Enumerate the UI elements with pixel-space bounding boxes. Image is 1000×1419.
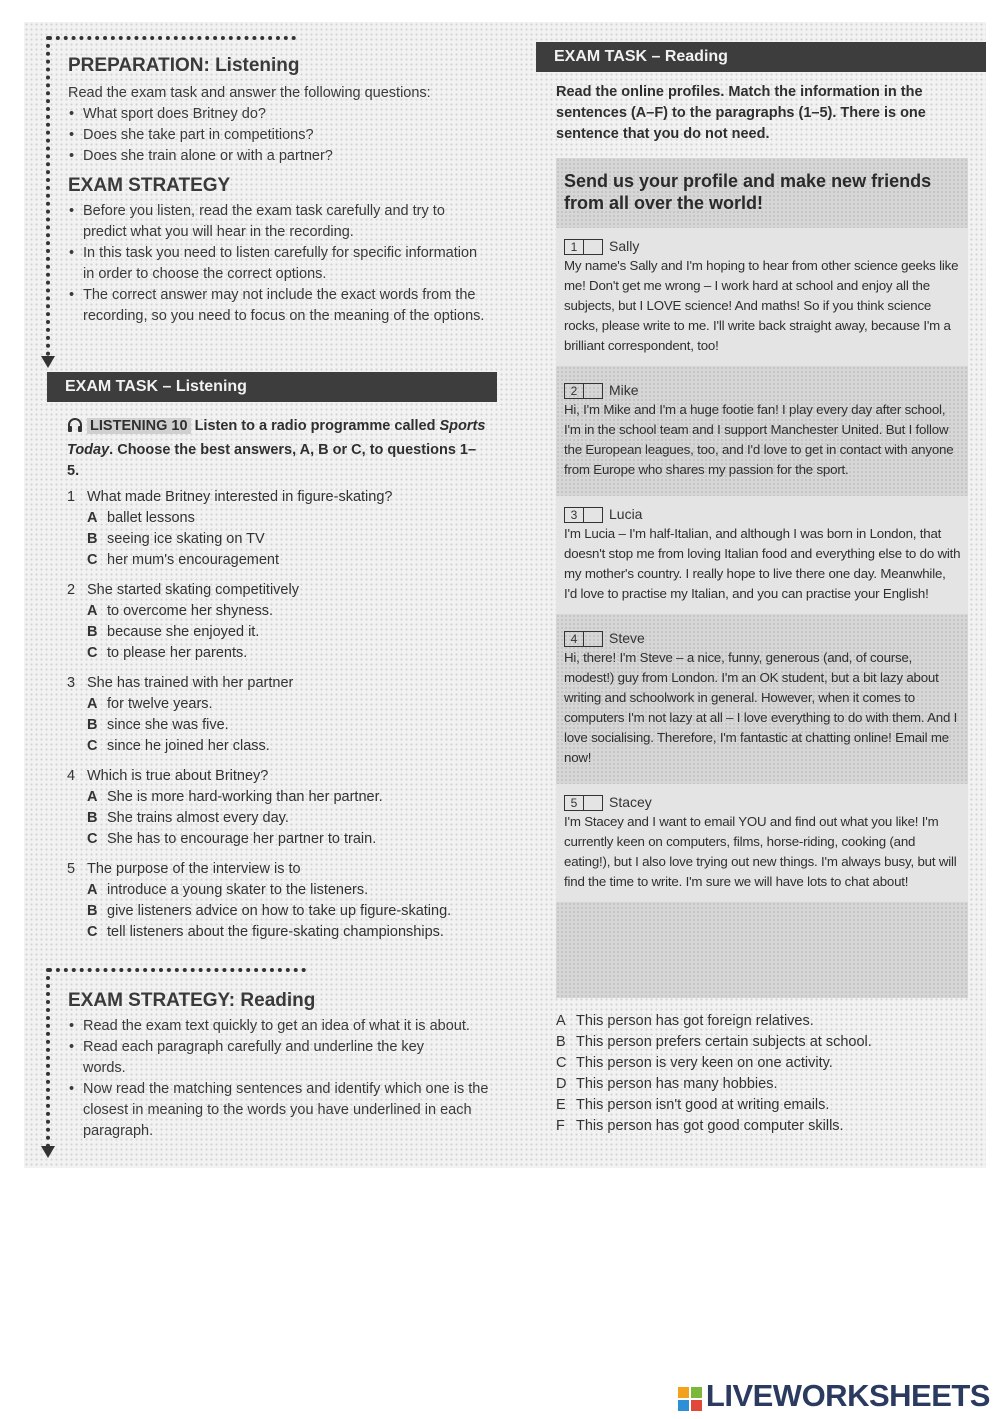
profiles-panel — [556, 158, 968, 998]
profile-name: Sally — [609, 238, 640, 254]
option-text: She is more hard-working than her partner. — [107, 789, 383, 805]
option-letter: C — [87, 552, 98, 568]
profiles-list — [556, 228, 968, 902]
liveworksheets-logo-icon — [678, 1383, 702, 1407]
list-item: • Read the exam text quickly to get an idea of what it is about. — [68, 1016, 503, 1037]
listening-task — [47, 372, 497, 952]
profile-text: I'm Stacey and I want to email YOU and find out what you like! I'm currently keen on computers, films, horse-riding, cooking (and eating!), but I also love trying out new things. I'm always busy, but will find the time to write. I'm sure we will have lots to chat about! — [564, 814, 957, 889]
option-letter: B — [87, 810, 98, 826]
option-text: She trains almost every day. — [107, 810, 289, 826]
logo-text: LIVEWORKSHEETS — [705, 1378, 990, 1413]
paragraph-number: 5 — [564, 795, 584, 811]
profile-header — [564, 236, 962, 256]
sentence-letter: B — [556, 1034, 566, 1050]
option-text: because she enjoyed it. — [107, 624, 260, 640]
answer-option[interactable] — [67, 694, 487, 715]
answer-box[interactable] — [584, 631, 603, 647]
worksheet-page — [24, 22, 986, 1168]
answer-box[interactable] — [584, 507, 603, 523]
option-letter: A — [87, 696, 98, 712]
list-item: • The correct answer may not include the exact words from the recording, so you need to focus on the meaning of the options. — [68, 285, 488, 327]
answer-option[interactable] — [67, 601, 487, 622]
sentence-text: This person has many hobbies. — [576, 1076, 778, 1092]
preparation-questions — [68, 104, 498, 167]
strategy-listening-title: EXAM STRATEGY — [68, 175, 231, 196]
profile-name: Lucia — [609, 506, 643, 522]
preparation-section — [68, 55, 498, 327]
headphones-icon — [67, 417, 83, 440]
question-text: What made Britney interested in figure-skating? — [87, 489, 393, 505]
answer-option[interactable] — [67, 643, 487, 664]
profile-card — [556, 372, 968, 490]
reading-task-bar: EXAM TASK – Reading — [536, 42, 986, 72]
sentence-letter: C — [556, 1055, 567, 1071]
question-stem — [67, 766, 487, 787]
matching-sentence — [556, 1074, 976, 1095]
option-letter: C — [87, 645, 98, 661]
dotted-divider — [46, 36, 50, 356]
profile-name: Stacey — [609, 794, 652, 810]
profiles-panel-title: Send us your profile and make new friends from all over the world! — [564, 171, 932, 213]
profile-text: I'm Lucia – I'm half-Italian, and although I was born in London, that doesn't stop me from loving Italian food and everything else to do with my mother's country. I really hope to live there one day. Meanwhile, I'd love to practise my Italian, and you can practise your English! — [564, 526, 961, 601]
option-text: tell listeners about the figure-skating championships. — [107, 924, 444, 940]
sentence-text: This person has got foreign relatives. — [576, 1013, 814, 1029]
paragraph-number: 4 — [564, 631, 584, 647]
answer-box[interactable] — [584, 383, 603, 399]
profile-header — [564, 792, 962, 812]
instr-text: . Choose the best answers, A, B or C, to questions 1–5. — [67, 442, 477, 479]
matching-sentence — [556, 1095, 976, 1116]
option-letter: B — [87, 717, 98, 733]
question-number: 1 — [67, 489, 76, 505]
matching-sentences — [556, 1011, 976, 1137]
question-number: 5 — [67, 861, 76, 877]
option-text: ballet lessons — [107, 510, 195, 526]
option-text: introduce a young skater to the listeners. — [107, 882, 369, 898]
sentence-letter: E — [556, 1097, 566, 1113]
profile-name: Mike — [609, 382, 639, 398]
profile-card — [556, 496, 968, 614]
answer-option[interactable] — [67, 736, 487, 757]
answer-option[interactable] — [67, 715, 487, 736]
question-block — [67, 580, 487, 664]
paragraph-number: 1 — [564, 239, 584, 255]
question-stem — [67, 859, 487, 880]
question-block — [67, 487, 487, 571]
question-stem — [67, 580, 487, 601]
question-number: 3 — [67, 675, 76, 691]
matching-sentence — [556, 1053, 976, 1074]
answer-option[interactable] — [67, 787, 487, 808]
question-number: 2 — [67, 582, 76, 598]
sentence-text: This person is very keen on one activity. — [576, 1055, 833, 1071]
option-text: for twelve years. — [107, 696, 213, 712]
option-letter: B — [87, 531, 98, 547]
option-letter: B — [87, 624, 98, 640]
profile-header — [564, 628, 962, 648]
liveworksheets-logo — [678, 1378, 990, 1414]
sentence-text: This person isn't good at writing emails. — [576, 1097, 830, 1113]
option-letter: A — [87, 603, 98, 619]
answer-box[interactable] — [584, 795, 603, 811]
answer-option[interactable] — [67, 622, 487, 643]
down-arrow-icon — [41, 356, 55, 368]
option-letter: C — [87, 924, 98, 940]
profile-text: My name's Sally and I'm hoping to hear from other science geeks like me! Don't get me wrong – I work hard at school and enjoy all the subjects, but I LOVE science! And maths! So if you think science rocks, please write to me. I'll write back straight away, because I'm a brilliant correspondent, too! — [564, 258, 959, 353]
dotted-divider — [48, 36, 296, 40]
option-letter: B — [87, 903, 98, 919]
option-text: since she was five. — [107, 717, 229, 733]
reading-instructions: Read the online profiles. Match the information in the sentences (A–F) to the paragraphs (1–5). There is one sentence that you do not need. — [556, 84, 926, 142]
profile-card — [556, 620, 968, 778]
option-text: her mum's encouragement — [107, 552, 280, 568]
option-letter: A — [87, 882, 98, 898]
listening-instructions — [67, 416, 487, 482]
dotted-divider — [48, 968, 306, 972]
profile-header — [564, 380, 962, 400]
list-item: • Read each paragraph carefully and underline the key words. — [68, 1037, 433, 1079]
sentence-letter: D — [556, 1076, 567, 1092]
dotted-divider — [46, 968, 50, 1148]
sentence-text: This person has got good computer skills. — [576, 1118, 844, 1134]
question-text: She started skating competitively — [87, 582, 299, 598]
down-arrow-icon — [41, 1146, 55, 1158]
question-text: Which is true about Britney? — [87, 768, 269, 784]
option-text: to overcome her shyness. — [107, 603, 274, 619]
matching-sentence — [556, 1032, 976, 1053]
listening-badge: LISTENING 10 — [87, 418, 191, 434]
list-item: • Now read the matching sentences and identify which one is the closest in meaning to the words you have underlined in each paragraph. — [68, 1079, 503, 1142]
sentence-letter: F — [556, 1118, 565, 1134]
answer-option[interactable] — [67, 829, 487, 850]
matching-sentence — [556, 1116, 976, 1137]
question-block — [67, 859, 487, 943]
option-letter: C — [87, 831, 98, 847]
question-text: She has trained with her partner — [87, 675, 294, 691]
profile-card — [556, 784, 968, 902]
listening-task-bar: EXAM TASK – Listening — [47, 372, 497, 402]
answer-option[interactable] — [67, 880, 487, 901]
list-item: • What sport does Britney do? — [68, 104, 498, 125]
option-text: to please her parents. — [107, 645, 248, 661]
option-letter: C — [87, 738, 98, 754]
list-item: • Does she train alone or with a partner? — [68, 146, 498, 167]
sentence-text: This person prefers certain subjects at school. — [576, 1034, 872, 1050]
profile-name: Steve — [609, 630, 645, 646]
paragraph-number: 3 — [564, 507, 584, 523]
question-block — [67, 766, 487, 850]
list-item: • In this task you need to listen carefully for specific information in order to choose the correct options. — [68, 243, 488, 285]
preparation-title: PREPARATION: Listening — [68, 55, 300, 76]
question-block — [67, 673, 487, 757]
answer-option[interactable] — [67, 901, 487, 922]
profile-header — [564, 504, 962, 524]
question-stem — [67, 673, 487, 694]
reading-task — [536, 42, 986, 145]
option-text: since he joined her class. — [107, 738, 270, 754]
instr-text: Listen to a radio programme called — [194, 418, 436, 434]
profile-text: Hi, there! I'm Steve – a nice, funny, generous (and, of course, modest!) guy from London. I'm an OK student, but a bit lazy about writing and schoolwork in general. However, when it comes to computers I'm not lazy at all – I love everything to do with them. And I love socialising. Therefore, I'm fantastic at chatting online! Email me now! — [564, 650, 958, 765]
question-number: 4 — [67, 768, 76, 784]
list-item: • Does she take part in competitions? — [68, 125, 498, 146]
preparation-intro: Read the exam task and answer the following questions: — [68, 85, 431, 101]
answer-box[interactable] — [584, 239, 603, 255]
answer-option[interactable] — [67, 529, 487, 550]
profile-card — [556, 228, 968, 366]
option-text: give listeners advice on how to take up figure-skating. — [107, 903, 452, 919]
paragraph-number: 2 — [564, 383, 584, 399]
sentence-letter: A — [556, 1013, 566, 1029]
option-letter: A — [87, 789, 98, 805]
option-text: She has to encourage her partner to train. — [107, 831, 377, 847]
question-stem — [67, 487, 487, 508]
option-text: seeing ice skating on TV — [107, 531, 265, 547]
list-item: • Before you listen, read the exam task carefully and try to predict what you will hear in the recording. — [68, 201, 488, 243]
profile-text: Hi, I'm Mike and I'm a huge footie fan! I play every day after school, I'm in the school team and I support Manchester United. But I follow the European leagues, too, and I'd love to get in contact with anyone from Europe who shares my passion for the sport. — [564, 402, 954, 477]
strategy-listening-points — [68, 201, 488, 327]
option-letter: A — [87, 510, 98, 526]
strategy-reading-title: EXAM STRATEGY: Reading — [68, 990, 316, 1011]
strategy-reading-section — [68, 990, 503, 1142]
matching-sentence — [556, 1011, 976, 1032]
answer-option[interactable] — [67, 808, 487, 829]
answer-option[interactable] — [67, 550, 487, 571]
programme-name: Sports Today — [67, 418, 486, 458]
question-text: The purpose of the interview is to — [87, 861, 301, 877]
strategy-reading-points — [68, 1016, 503, 1142]
answer-option[interactable] — [67, 922, 487, 943]
listening-questions — [67, 487, 487, 943]
answer-option[interactable] — [67, 508, 487, 529]
